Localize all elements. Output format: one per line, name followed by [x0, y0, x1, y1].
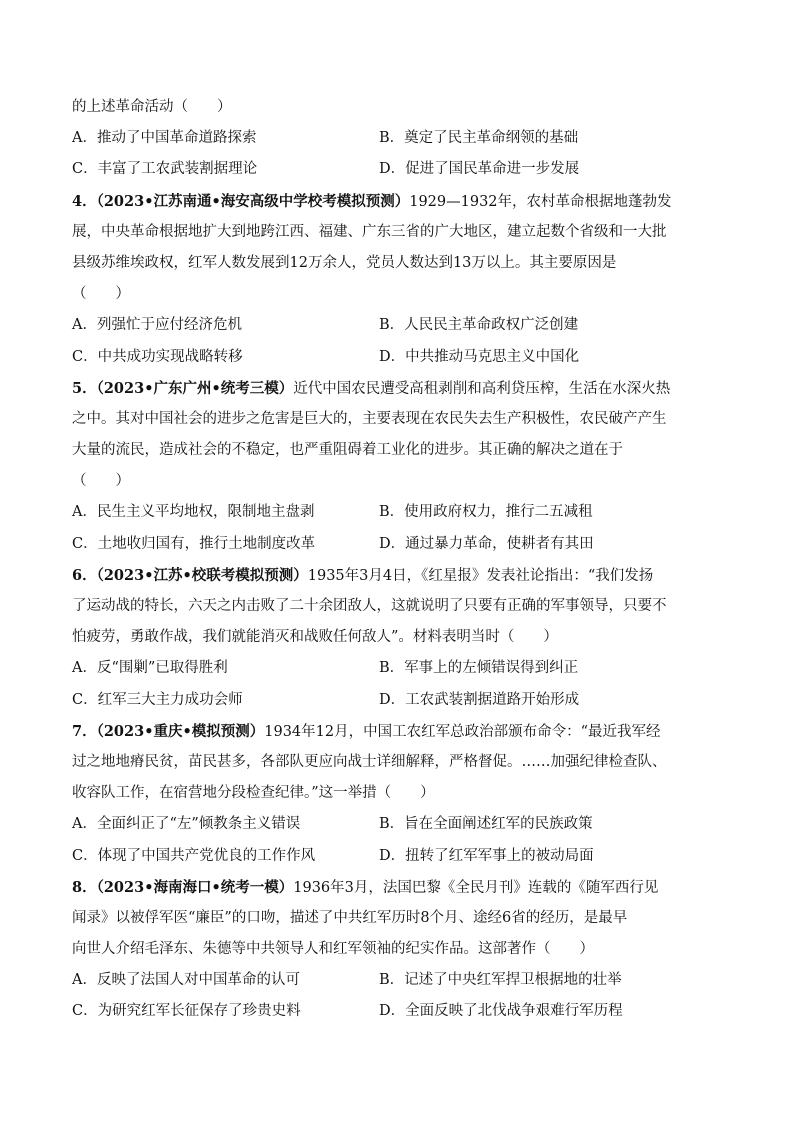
options-row — [72, 996, 724, 1027]
option-c[interactable]: C．丰富了工农武装割据理论 — [72, 161, 258, 178]
exam-page — [72, 92, 724, 1028]
option-c[interactable]: C．为研究红军长征保存了珍贵史料 — [72, 1003, 301, 1020]
option-c[interactable]: C．体现了中国共产党优良的工作作风 — [72, 847, 316, 864]
question-6-stem-line: 怕疲劳，勇敢作战，我们就能消灭和战败任何敌人”。材料表明当时（ ） — [72, 629, 558, 646]
option-b[interactable]: B．旨在全面阐述红军的民族政策 — [379, 816, 593, 833]
option-a[interactable]: A．全面纠正了“左”倾教条主义错误 — [72, 816, 301, 833]
question-7-stem-line: 收容队工作，在宿营地分段检查纪律。”这一举措（ ） — [72, 785, 435, 802]
question-7-stem-line: 7．（2023•重庆•模拟预测）1934年12月，中国工农红军总政治部颁布命令：“最近我军经 — [72, 722, 661, 740]
option-c[interactable]: C．土地收归国有，推行土地制度改革 — [72, 535, 316, 552]
options-row — [72, 154, 724, 185]
option-d[interactable]: D．扭转了红军军事上的被动局面 — [379, 847, 594, 864]
question-number: 7． — [72, 722, 97, 740]
question-source: （2023•重庆•模拟预测） — [96, 722, 265, 740]
option-d[interactable]: D．全面反映了北伐战争艰难行军历程 — [379, 1003, 623, 1020]
question-5-stem-line: 大量的流民，造成社会的不稳定，也严重阻碍着工业化的进步。其正确的解决之道在于 — [72, 442, 623, 459]
answer-blank: （ ） — [72, 473, 130, 490]
option-b[interactable]: B．军事上的左倾错误得到纠正 — [379, 660, 579, 677]
question-8-stem-line: 闻录》以被俘军医“廉臣”的口吻，描述了中共红军历时8个月、途经6省的经历，是最早 — [72, 909, 628, 926]
question-5-stem-line: 5．（2023•广东广州•统考三模）近代中国农民遭受高租剥削和高利贷压榨，生活在水深火热 — [72, 379, 671, 397]
option-a[interactable]: A．反映了法国人对中国革命的认可 — [72, 972, 300, 989]
option-d[interactable]: D．促进了国民革命进一步发展 — [379, 161, 580, 178]
option-c[interactable]: C．中共成功实现战略转移 — [72, 348, 243, 365]
option-d[interactable]: D．中共推动马克思主义中国化 — [379, 348, 580, 365]
options-row — [72, 653, 724, 684]
question-4-stem-line: 县级苏维埃政权，红军人数发展到12万余人，党员人数达到13万以上。其主要原因是 — [72, 254, 617, 271]
question-8-stem-line: 向世人介绍毛泽东、朱德等中共领导人和红军领袖的纪实作品。这部著作（ ） — [72, 941, 594, 958]
option-a[interactable]: A．反“围剿”已取得胜利 — [72, 660, 228, 677]
option-a[interactable]: A．民生主义平均地权，限制地主盘剥 — [72, 504, 315, 521]
options-row — [72, 685, 724, 716]
answer-blank: （ ） — [72, 286, 130, 303]
option-c[interactable]: C．红军三大主力成功会师 — [72, 691, 243, 708]
option-b[interactable]: B．人民民主革命政权广泛创建 — [379, 317, 579, 334]
options-row — [72, 529, 724, 560]
question-4-stem-line: 展，中央革命根据地扩大到地跨江西、福建、广东三省的广大地区，建立起数个省级和一大批 — [72, 223, 667, 240]
option-a[interactable]: A．推动了中国革命道路探索 — [72, 130, 257, 147]
options-row — [72, 310, 724, 341]
question-source: （2023•广东广州•统考三模） — [96, 379, 294, 397]
options-row — [72, 342, 724, 373]
question-number: 6． — [72, 566, 97, 584]
question-number: 5． — [72, 379, 97, 397]
option-b[interactable]: B．记述了中央红军捍卫根据地的壮举 — [379, 972, 622, 989]
options-row — [72, 809, 724, 840]
question-7-stem-line: 过之地地瘠民贫，苗民甚多，各部队更应向战士详细解释，严格督促。……加强纪律检查队、 — [72, 753, 667, 770]
question-number: 8． — [72, 878, 97, 896]
option-d[interactable]: D．通过暴力革命，使耕者有其田 — [379, 535, 594, 552]
question-6-stem-line: 6．（2023•江苏•校联考模拟预测）1935年3月4日，《红星报》发表社论指出：“我们发扬 — [72, 566, 654, 584]
question-source: （2023•江苏•校联考模拟预测） — [96, 566, 308, 584]
options-row — [72, 497, 724, 528]
question-source: （2023•海南海口•统考一模） — [96, 878, 294, 896]
options-row — [72, 123, 724, 154]
question-6-stem-line: 了运动战的特长，六天之内击败了二十余团敌人，这就说明了只要有正确的军事领导，只要不 — [72, 598, 667, 614]
option-b[interactable]: B．奠定了民主革命纲领的基础 — [379, 130, 579, 147]
option-a[interactable]: A．列强忙于应付经济危机 — [72, 317, 242, 334]
question-number: 4． — [72, 192, 97, 210]
options-row — [72, 965, 724, 996]
question-4-stem-line: 4．（2023•江苏南通•海安高级中学校考模拟预测）1929—1932年，农村革命根据地蓬勃发 — [72, 192, 672, 210]
question-3-stem-end: 的上述革命活动（ ） — [72, 99, 232, 115]
options-row — [72, 841, 724, 872]
question-5-stem-line: 之中。其对中国社会的进步之危害是巨大的，主要表现在农民失去生产积极性，农民破产产生 — [72, 410, 667, 427]
question-8-stem-line: 8．（2023•海南海口•统考一模）1936年3月，法国巴黎《全民月刊》连载的《随军西行见 — [72, 878, 659, 896]
option-d[interactable]: D．工农武装割据道路开始形成 — [379, 691, 580, 708]
option-b[interactable]: B．使用政府权力，推行二五减租 — [379, 504, 593, 521]
question-source: （2023•江苏南通•海安高级中学校考模拟预测） — [96, 192, 410, 210]
